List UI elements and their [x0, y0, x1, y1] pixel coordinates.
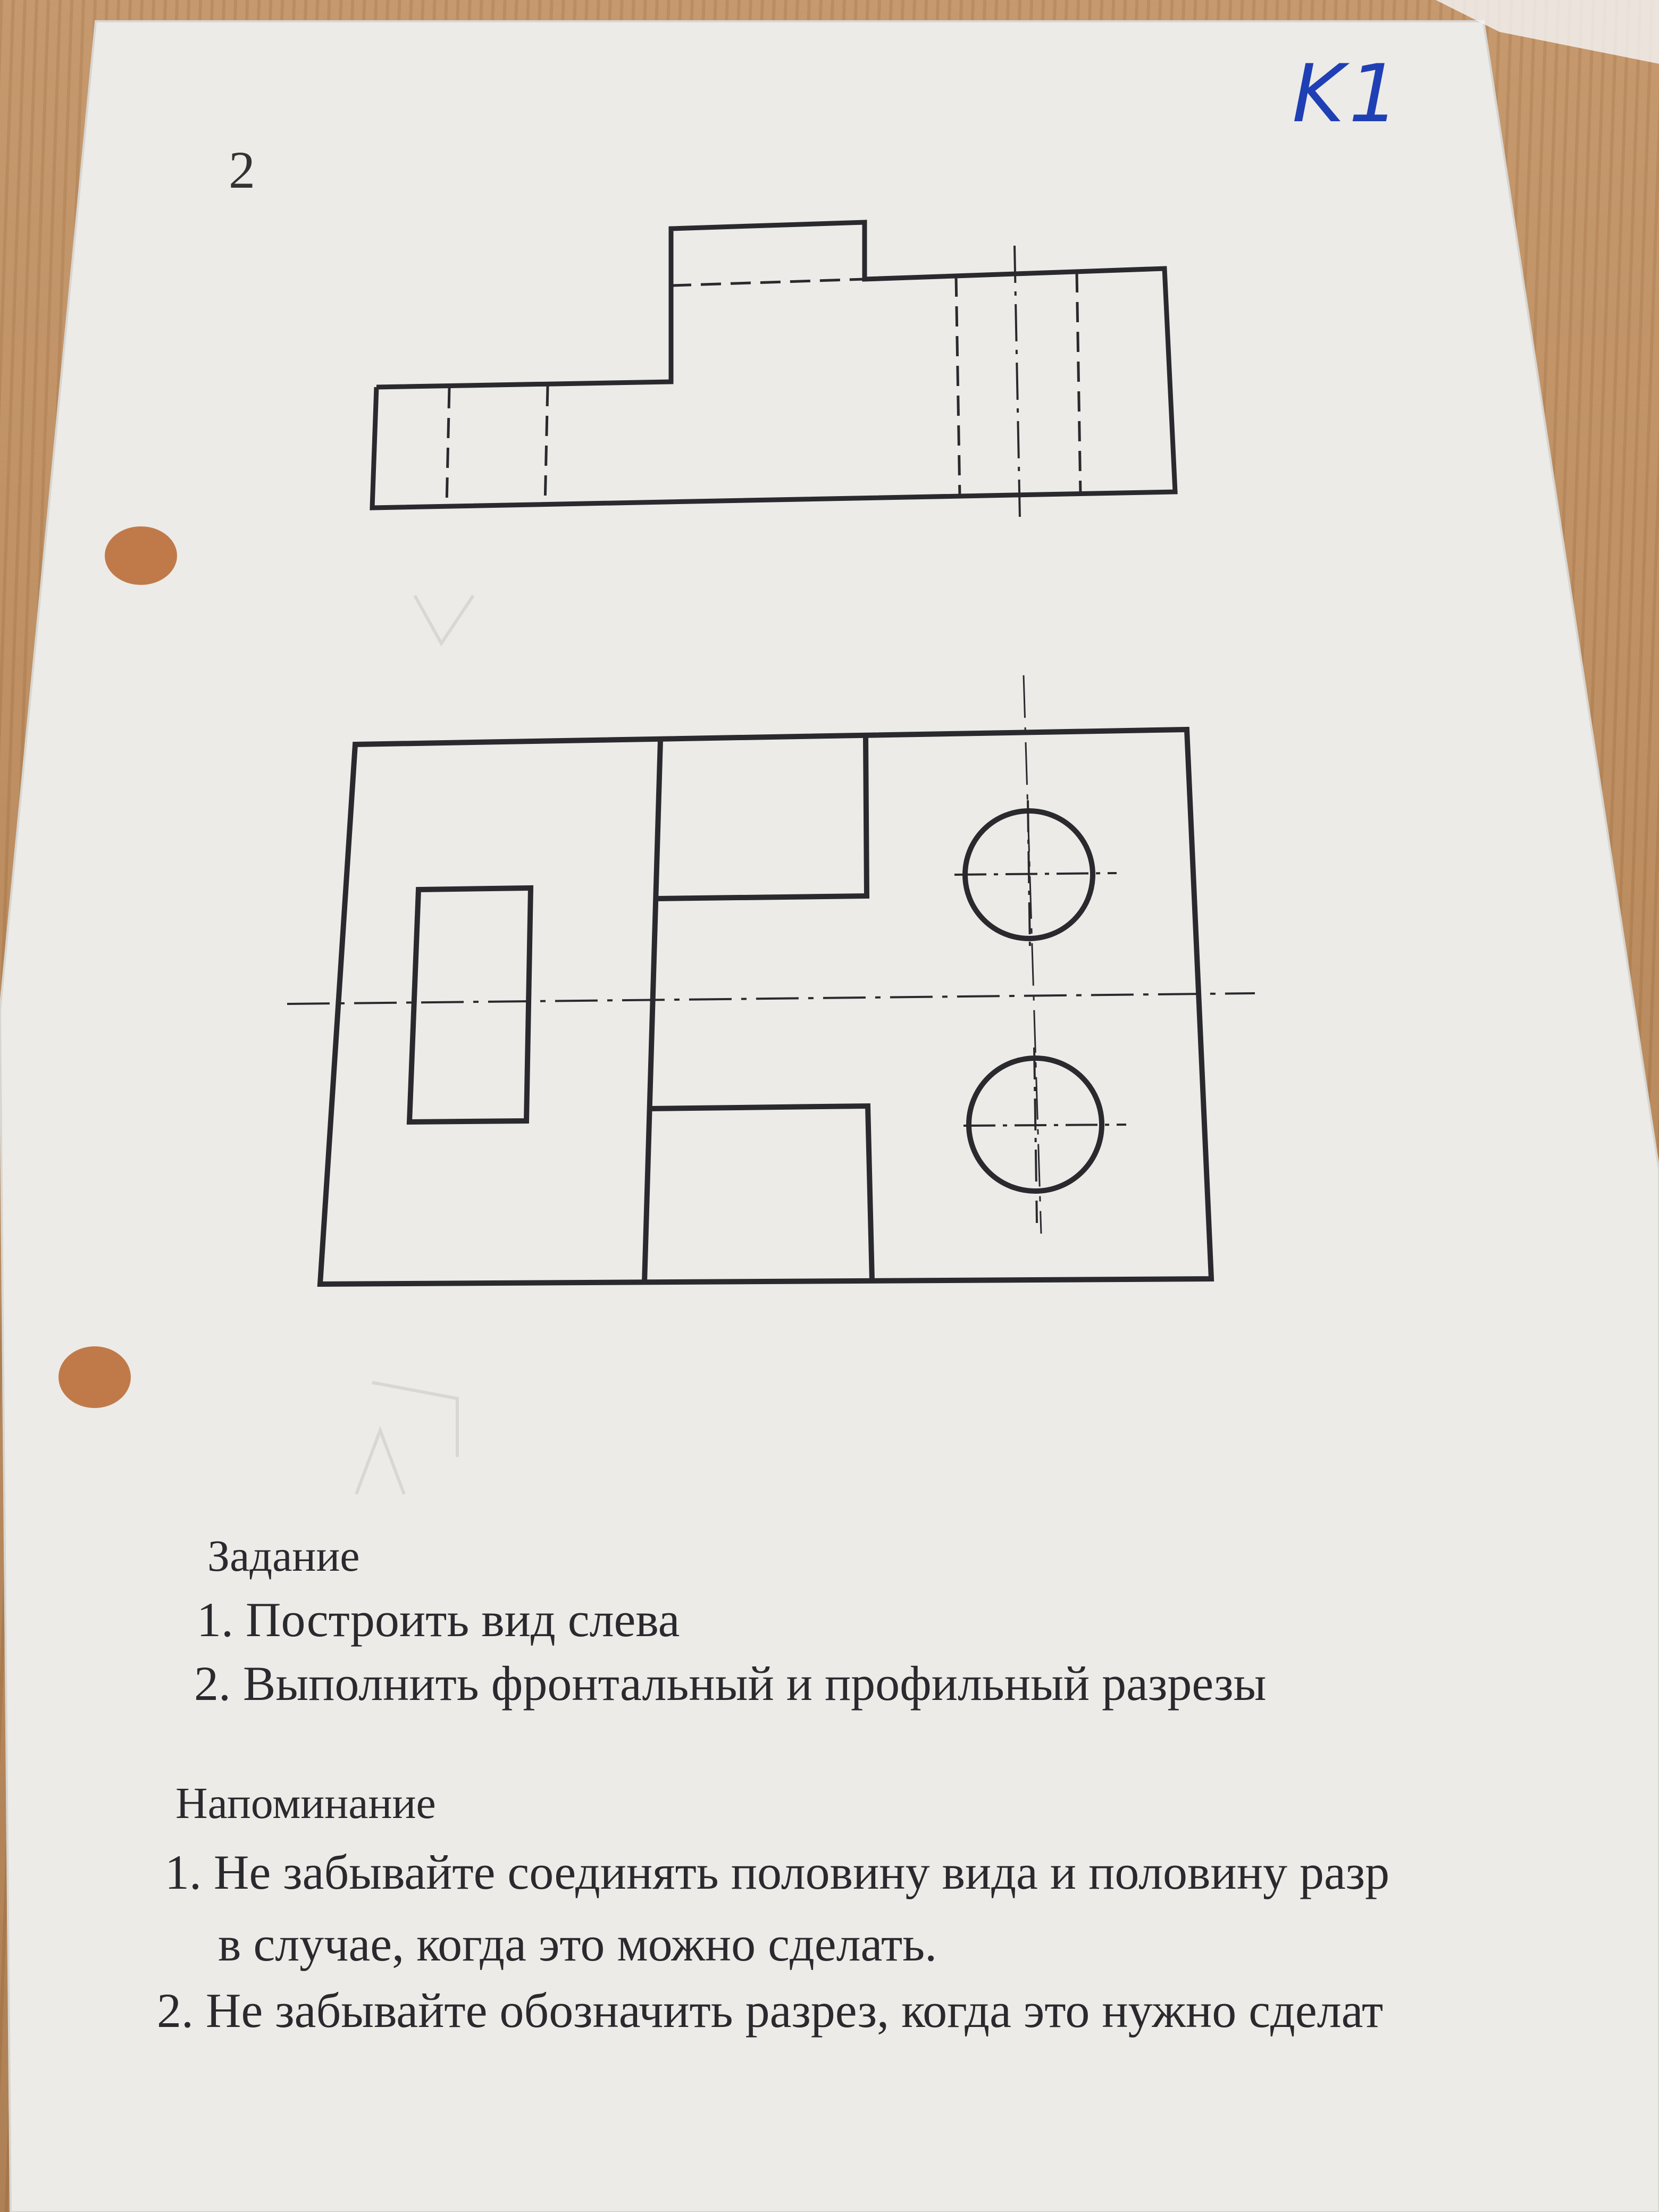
- reminder-item-continuation: в случае, когда это можно сделать.: [218, 1917, 937, 1971]
- task-heading: Задание: [207, 1531, 360, 1581]
- punch-hole-bottom: [58, 1346, 131, 1408]
- task-item: 2. Выполнить фронтальный и профильный разрезы: [194, 1656, 1267, 1711]
- page-number: 2: [229, 140, 255, 199]
- task-item: 1. Построить вид слева: [197, 1593, 680, 1647]
- punch-hole-top: [105, 526, 177, 585]
- reminder-item: 2. Не забывайте обозначить разрез, когда это нужно сделат: [157, 1983, 1384, 2038]
- reminder-heading: Напоминание: [175, 1779, 436, 1828]
- handwritten-mark: K1: [1292, 48, 1404, 140]
- reminder-item: 1. Не забывайте соединять половину вида и половину разр: [165, 1845, 1390, 1899]
